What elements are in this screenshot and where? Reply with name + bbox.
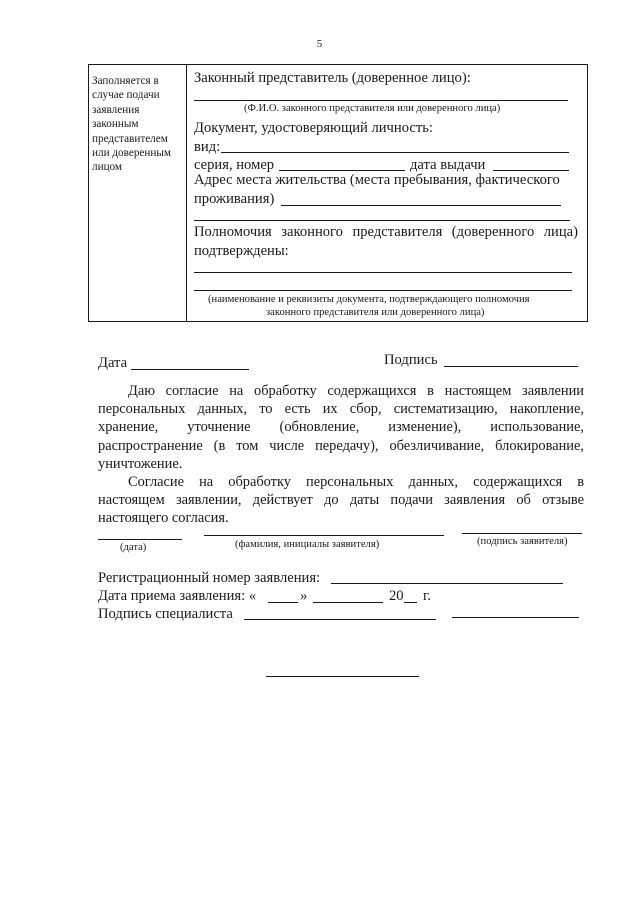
powers-label-line2: подтверждены: <box>194 243 289 259</box>
fio-caption: (Ф.И.О. законного представителя или доверенного лица) <box>244 103 501 114</box>
consent-date-field[interactable] <box>98 539 182 540</box>
signature-label: Подпись <box>384 352 438 368</box>
consent-paragraph-1 <box>98 382 584 473</box>
specialist-signature-label: Подпись специалиста <box>98 606 233 622</box>
specialist-name-field[interactable] <box>452 617 579 618</box>
consent-paragraph-2 <box>98 473 584 528</box>
date-field[interactable] <box>131 369 249 370</box>
consent-1-line: хранение, уточнение (обновление, изменение), использование, <box>98 419 584 436</box>
date-label: Дата <box>98 355 128 371</box>
end-separator <box>266 676 419 677</box>
table-left-cell: Заполняется в случае подачи заявления законным представителем или доверенным лицом <box>92 75 171 174</box>
powers-label-line1: Полномочия законного представителя (доверенного лица) <box>194 224 578 240</box>
consent-2-line: Согласие на обработку персональных данных, содержащихся в <box>128 474 584 490</box>
address-label-line2: проживания) <box>194 191 275 207</box>
consent-1-line: Даю согласие на обработку содержащихся в настоящем заявлении <box>128 383 584 399</box>
consent-1-line: уничтожение. <box>98 455 183 472</box>
receipt-year-field[interactable] <box>404 602 417 603</box>
page-number: 5 <box>316 38 323 50</box>
table-divider <box>186 64 187 322</box>
receipt-year-suffix: г. <box>423 588 431 604</box>
signature-field[interactable] <box>444 366 578 367</box>
representative-title: Законный представитель (доверенное лицо): <box>194 70 471 86</box>
registration-number-label: Регистрационный номер заявления: <box>98 570 321 586</box>
applicant-signature-field[interactable] <box>462 533 582 534</box>
receipt-date-label: Дата приема заявления: « <box>98 588 257 604</box>
specialist-signature-field[interactable] <box>244 619 436 620</box>
issue-date-label: дата выдачи <box>410 157 486 173</box>
consent-2-line: настоящего согласия. <box>98 510 229 527</box>
powers-field-2[interactable] <box>194 290 572 291</box>
doc-type-field[interactable] <box>221 152 569 153</box>
consent-1-line: распространение (в том числе передачу), обезличивание, блокирование, <box>98 437 584 454</box>
receipt-day-field[interactable] <box>268 602 298 603</box>
signature-caption: (подпись заявителя) <box>477 536 568 547</box>
address-label-line1: Адрес места жительства (места пребывания, фактического <box>194 172 560 188</box>
address-field-1[interactable] <box>281 205 561 206</box>
address-field-2[interactable] <box>194 220 570 221</box>
consent-2-line: настоящем заявлении, действует до даты подачи заявления об отзыве <box>98 492 584 509</box>
name-caption: (фамилия, инициалы заявителя) <box>235 539 380 550</box>
powers-field-1[interactable] <box>194 272 572 273</box>
powers-caption-line2: законного представителя или доверенного лица) <box>266 307 485 318</box>
applicant-name-field[interactable] <box>204 535 444 536</box>
series-number-field[interactable] <box>279 170 405 171</box>
receipt-year-prefix: 20 <box>389 588 404 604</box>
receipt-date-quote: » <box>300 588 308 604</box>
id-document-title: Документ, удостоверяющий личность: <box>194 120 433 136</box>
doc-type-label: вид: <box>194 139 221 155</box>
series-number-label: серия, номер <box>194 157 275 173</box>
consent-1-line: персональных данных, то есть их сбор, систематизацию, накопление, <box>98 401 584 418</box>
registration-number-field[interactable] <box>331 583 563 584</box>
receipt-month-field[interactable] <box>313 602 383 603</box>
powers-caption-line1: (наименование и реквизиты документа, подтверждающего полномочия <box>208 294 530 305</box>
issue-date-field[interactable] <box>493 170 569 171</box>
fio-line[interactable] <box>194 100 568 101</box>
date-caption: (дата) <box>120 542 147 553</box>
